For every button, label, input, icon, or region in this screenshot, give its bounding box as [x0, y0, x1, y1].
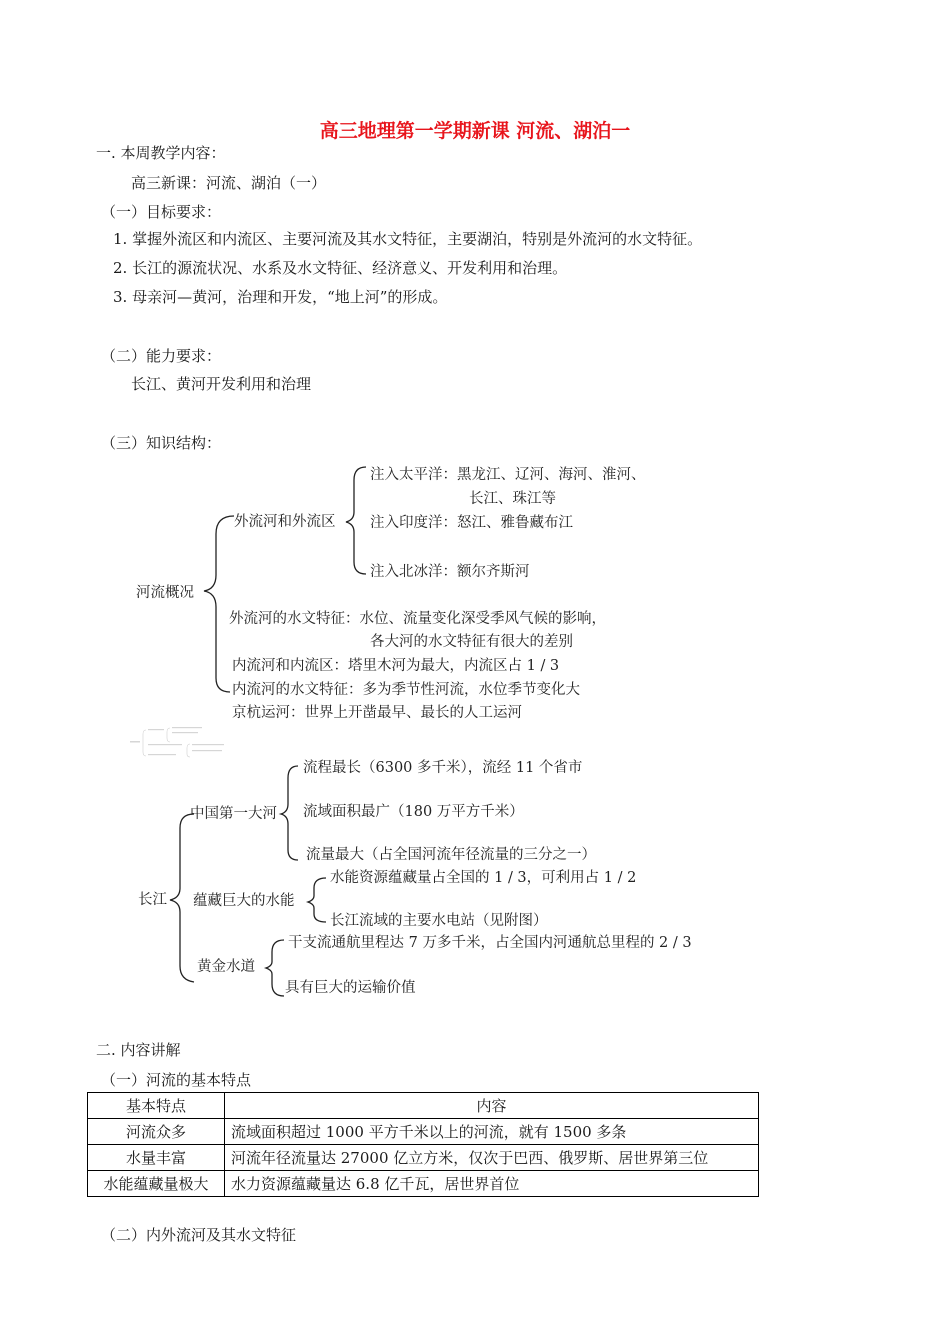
bracket-hydro [308, 878, 326, 922]
outflow-hydro-label: 外流河的水文特征：水位、流量变化深受季风气候的影响， [229, 611, 606, 627]
table-cell: 水力资源蕴藏量达 6.8 亿千瓦，居世界首位 [225, 1171, 759, 1197]
area-label: 流域面积最广（180 万平方千米） [303, 804, 524, 820]
hydro-stations-label: 长江流域的主要水电站（见附图） [330, 913, 548, 929]
outflow-label: 外流河和外流区 [234, 514, 336, 530]
bracket-changjiang [170, 814, 194, 982]
table-cell: 水能蕴藏量极大 [88, 1171, 225, 1197]
diagram-root-river-overview: 河流概况 [136, 585, 194, 601]
table-header-row [88, 1093, 759, 1119]
table-cell: 水量丰富 [88, 1145, 225, 1171]
table-row [88, 1171, 759, 1197]
goals-heading: （一）目标要求： [101, 203, 222, 221]
bracket-outflow [346, 467, 366, 574]
inflow-hydro-label: 内流河的水文特征：多为季节性河流，水位季节变化大 [232, 682, 580, 698]
goal-item: 2. 长江的源流状况、水系及水文特征、经济意义、开发利用和治理。 [113, 259, 568, 277]
pacific-label: 注入太平洋：黑龙江、辽河、海河、淮河、 [370, 467, 646, 483]
section-1-subtitle: 高三新课：河流、湖泊（一） [131, 174, 327, 192]
knowledge-heading: （三）知识结构： [101, 434, 222, 452]
transport-value-label: 具有巨大的运输价值 [285, 980, 416, 996]
table-cell: 流域面积超过 1000 平方千米以上的河流，就有 1500 多条 [225, 1119, 759, 1145]
table-cell: 河流年径流量达 27000 亿立方米，仅次于巴西、俄罗斯、居世界第三位 [225, 1145, 759, 1171]
canal-label: 京杭运河：世界上开凿最早、最长的人工运河 [232, 705, 522, 721]
page-title: 高三地理第一学期新课 河流、湖泊一 [319, 120, 631, 142]
golden-waterway-label: 黄金水道 [197, 959, 255, 975]
navigation-label: 干支流通航里程达 7 万多千米，占全国内河通航总里程的 2 / 3 [288, 935, 692, 951]
pacific-label-cont: 长江、珠江等 [469, 491, 556, 507]
indian-label: 注入印度洋：怒江、雅鲁藏布江 [370, 515, 573, 531]
ability-heading: （二）能力要求： [101, 347, 222, 365]
river-features-table [87, 1092, 759, 1197]
faint-thumbnail [128, 724, 228, 758]
table-header-cell: 基本特点 [88, 1093, 225, 1119]
table-header-cell: 内容 [225, 1093, 759, 1119]
ability-text: 长江、黄河开发利用和治理 [131, 375, 312, 393]
goal-item: 1. 掌握外流区和内流区、主要河流及其水文特征，主要湖泊，特别是外流河的水文特征。 [113, 230, 703, 248]
inflow-label: 内流河和内流区：塔里木河为最大，内流区占 1 / 3 [232, 658, 560, 674]
bracket-first-river [281, 766, 298, 860]
length-label: 流程最长（6300 多千米），流经 11 个省市 [303, 760, 583, 776]
outflow-hydro-label-cont: 各大河的水文特征有很大的差别 [370, 634, 573, 650]
hydro-label: 蕴藏巨大的水能 [193, 893, 295, 909]
arctic-label: 注入北冰洋：额尔齐斯河 [370, 564, 530, 580]
inflow-outflow-heading: （二）内外流河及其水文特征 [101, 1226, 297, 1244]
goal-item: 3. 母亲河—黄河，治理和开发，“地上河”的形成。 [113, 288, 448, 306]
flow-label: 流量最大（占全国河流年径流量的三分之一） [306, 847, 596, 863]
bracket-river-overview [204, 516, 234, 692]
hydro-share-label: 水能资源蕴藏量占全国的 1 / 3，可利用占 1 / 2 [330, 870, 637, 886]
section-1-heading: 一. 本周教学内容： [96, 144, 226, 162]
first-river-label: 中国第一大河 [190, 806, 277, 822]
table-row [88, 1119, 759, 1145]
section-2-heading: 二. 内容讲解 [96, 1041, 181, 1059]
river-features-heading: （一）河流的基本特点 [101, 1071, 252, 1089]
bracket-gold [266, 940, 284, 996]
table-row [88, 1145, 759, 1171]
diagram-root-changjiang: 长江 [138, 892, 167, 908]
table-cell: 河流众多 [88, 1119, 225, 1145]
